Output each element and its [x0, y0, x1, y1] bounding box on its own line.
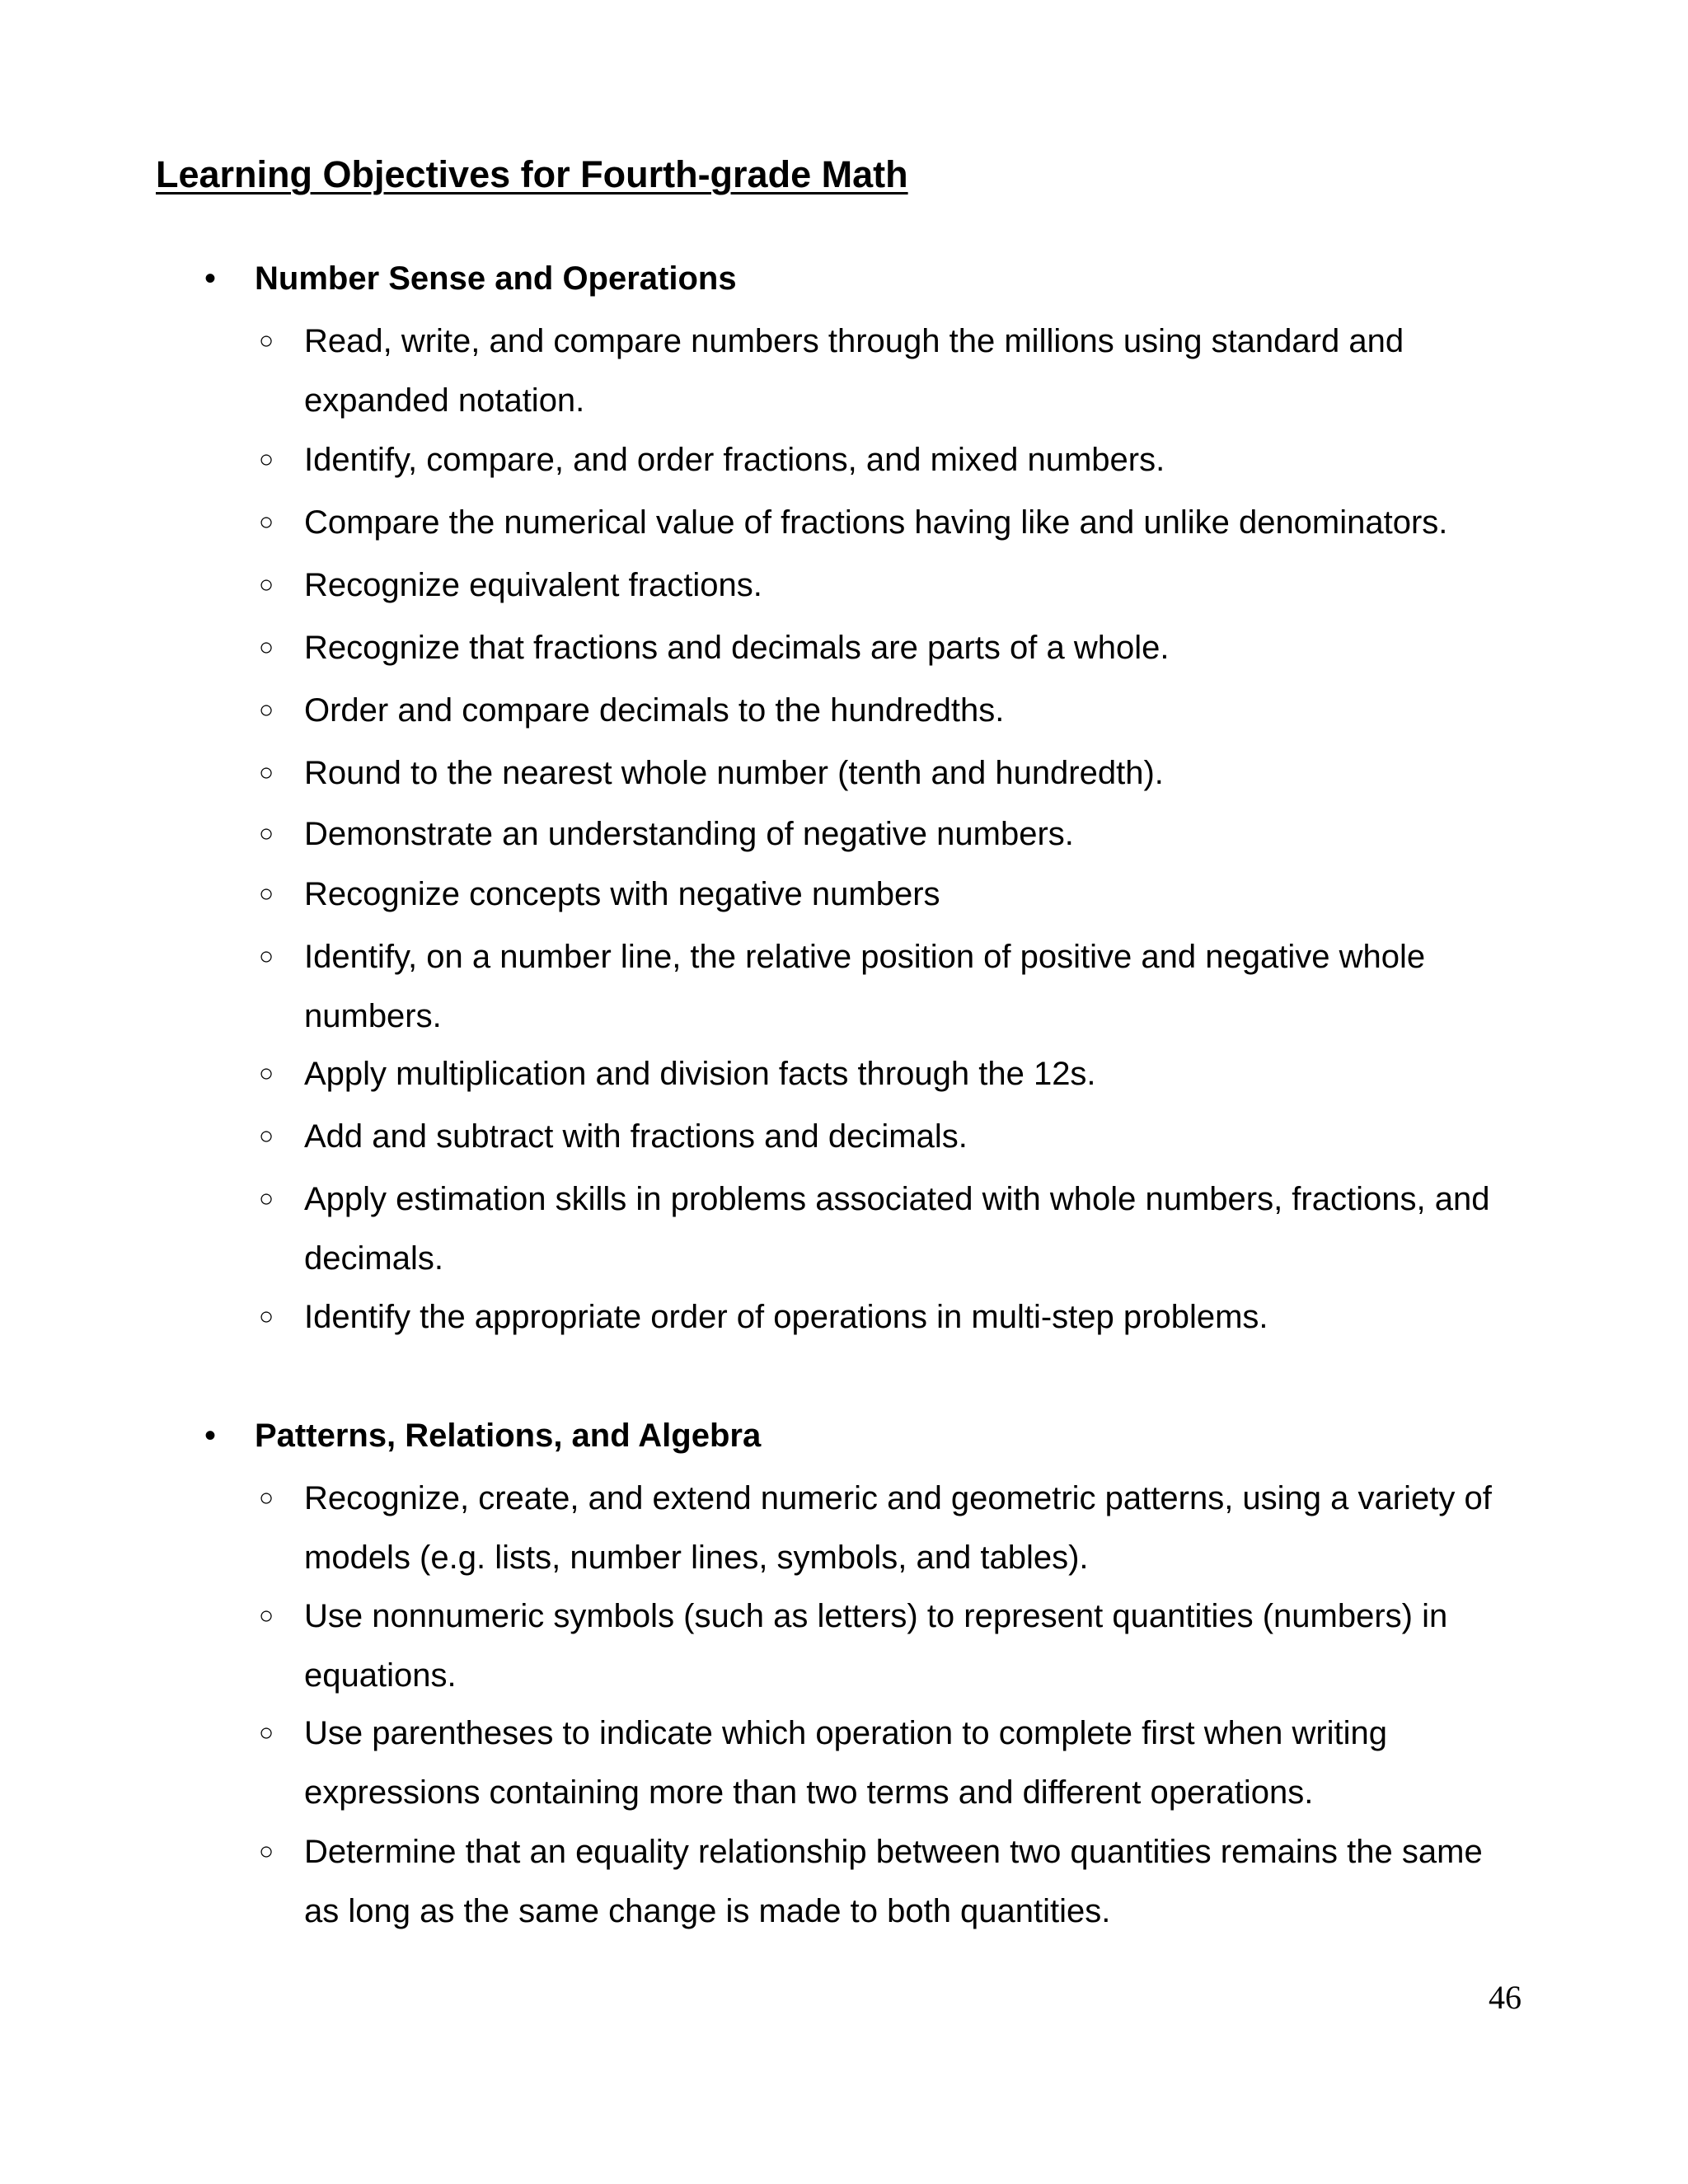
objective-text: Recognize that fractions and decimals are parts of a whole. [304, 630, 1170, 666]
objective-text: Demonstrate an understanding of negative numbers. [304, 816, 1074, 852]
objective-text: Use parentheses to indicate which operation to complete first when writing expressions containing more than two terms and different operations. [304, 1715, 1388, 1811]
circle-bullet-icon: ○ [259, 571, 274, 598]
circle-bullet-icon: ○ [259, 1185, 274, 1212]
objective-text: Recognize concepts with negative numbers [304, 876, 940, 912]
objective-text: Order and compare decimals to the hundredths. [304, 692, 1005, 729]
circle-bullet-icon: ○ [259, 1602, 274, 1629]
circle-bullet-icon: ○ [259, 1719, 274, 1746]
objective-text: Apply estimation skills in problems associated with whole numbers, fractions, and decimals. [304, 1181, 1490, 1277]
circle-bullet-icon: ○ [259, 880, 274, 907]
circle-bullet-icon: ○ [259, 509, 274, 536]
circle-bullet-icon: ○ [259, 1122, 274, 1150]
circle-bullet-icon: ○ [259, 634, 274, 661]
objective-text: Round to the nearest whole number (tenth and hundredth). [304, 755, 1164, 791]
bullet-icon: • [204, 1418, 217, 1454]
circle-bullet-icon: ○ [259, 696, 274, 724]
objective-text: Identify the appropriate order of operations in multi-step problems. [304, 1299, 1268, 1335]
circle-bullet-icon: ○ [259, 820, 274, 847]
objective-text: Identify, on a number line, the relative position of positive and negative whole numbers. [304, 939, 1426, 1034]
circle-bullet-icon: ○ [259, 327, 274, 354]
circle-bullet-icon: ○ [259, 1838, 274, 1865]
objective-text: Recognize equivalent fractions. [304, 567, 762, 603]
section-title: Number Sense and Operations [255, 260, 737, 297]
objective-text: Use nonnumeric symbols (such as letters) to represent quantities (numbers) in equations. [304, 1598, 1448, 1694]
objective-text: Apply multiplication and division facts through the 12s. [304, 1056, 1096, 1092]
objective-text: Add and subtract with fractions and decimals. [304, 1118, 968, 1155]
page-title: Learning Objectives for Fourth-grade Math [156, 153, 908, 195]
objective-text: Identify, compare, and order fractions, and mixed numbers. [304, 442, 1165, 478]
circle-bullet-icon: ○ [259, 1484, 274, 1511]
page-number: 46 [1489, 1979, 1522, 2016]
bullet-icon: • [204, 260, 217, 297]
objective-text: Compare the numerical value of fractions having like and unlike denominators. [304, 504, 1448, 541]
objective-text: Recognize, create, and extend numeric and geometric patterns, using a variety of models (e.g. lists, number lines, symbols, and tables). [304, 1480, 1492, 1576]
circle-bullet-icon: ○ [259, 1303, 274, 1330]
circle-bullet-icon: ○ [259, 943, 274, 970]
objective-text: Determine that an equality relationship between two quantities remains the same as long as the same change is made to both quantities. [304, 1834, 1483, 1929]
circle-bullet-icon: ○ [259, 446, 274, 473]
circle-bullet-icon: ○ [259, 759, 274, 786]
objective-text: Read, write, and compare numbers through the millions using standard and expanded notation. [304, 323, 1404, 419]
section-title: Patterns, Relations, and Algebra [255, 1418, 762, 1454]
circle-bullet-icon: ○ [259, 1060, 274, 1087]
